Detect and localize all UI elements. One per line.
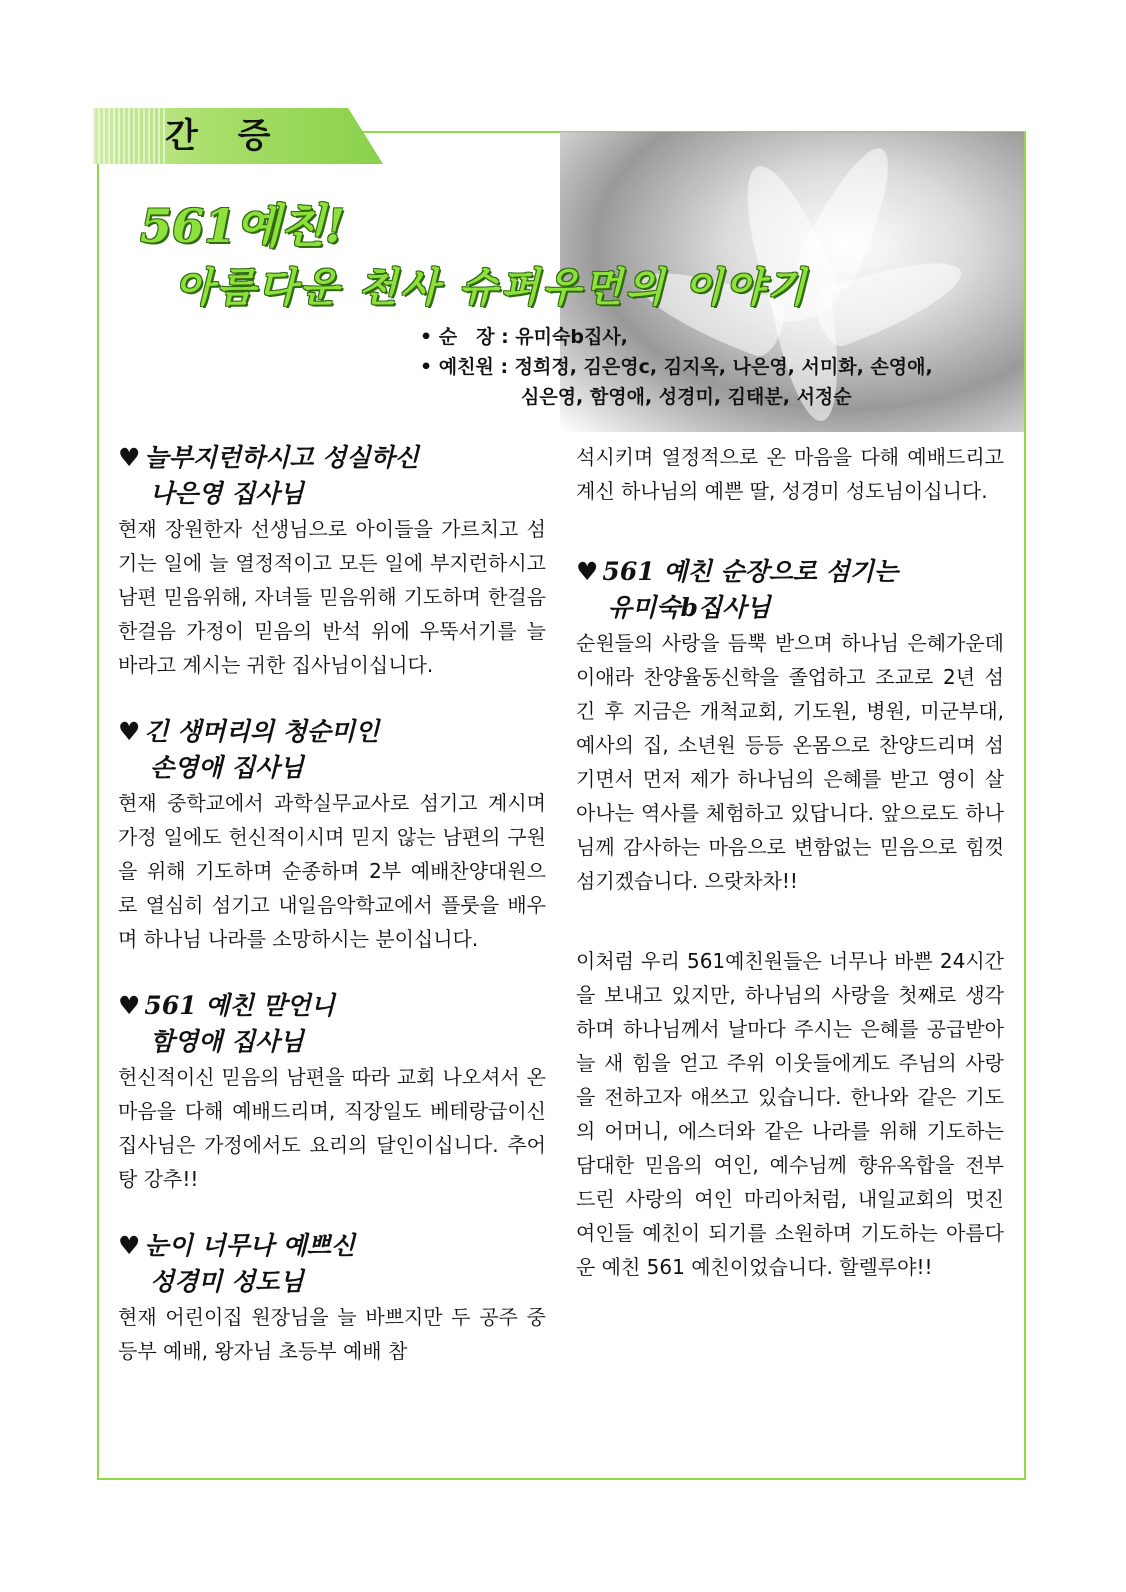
leader-row <box>420 322 933 352</box>
section-person: 유미숙b집사님 <box>608 593 771 622</box>
members-value-2: 심은영, 함영애, 성경미, 김태분, 서정순 <box>521 386 852 408</box>
members-value: : 정희정, 김은영c, 김지옥, 나은영, 서미화, 손영애, <box>500 356 933 378</box>
section-person: 손영애 집사님 <box>150 753 304 782</box>
headline-line-2: 아름다운 천사 슈퍼우먼의 이야기 <box>175 264 809 311</box>
heart-icon: ♥ <box>118 1231 141 1260</box>
heart-icon: ♥ <box>118 991 141 1020</box>
section-heading <box>576 554 1004 626</box>
section-title: 561 예친 맏언니 <box>144 991 335 1020</box>
members-label: • 예친원 <box>420 356 494 378</box>
continuation-text: 석시키며 열정적으로 온 마음을 다해 예배드리고 계신 하나님의 예쁜 딸, 성경미 성도님이십니다. <box>576 445 1004 503</box>
section-title: 눈이 너무나 예쁘신 <box>144 1231 356 1260</box>
members-row-2 <box>420 382 933 412</box>
member-list <box>420 322 933 412</box>
section-heading <box>118 1228 546 1300</box>
section-tab-title: 간 증 <box>165 116 285 156</box>
section-heading <box>118 988 546 1060</box>
left-column <box>118 440 546 1368</box>
section-text: 현재 장원한자 선생님으로 아이들을 가르치고 섬기는 일에 늘 열정적이고 모든 일에 부지런하시고 남편 믿음위해, 자녀들 믿음위해 기도하며 한걸음 한걸음 가정이 믿음의 반석 위에 우뚝서기를 늘 바라고 계시는 귀한 집사님이십니다. <box>118 517 546 677</box>
section-tab-pattern <box>93 108 165 164</box>
section-person: 성경미 성도님 <box>150 1267 304 1296</box>
section-title: 561 예친 순장으로 섬기는 <box>602 557 899 586</box>
heart-icon: ♥ <box>576 557 599 586</box>
section-text: 현재 중학교에서 과학실무교사로 섬기고 계시며 가정 일에도 헌신적이시며 믿지 않는 남편의 구원을 위해 기도하며 순종하며 2부 예배찬양대원으로 열심히 섬기고 내일음악학교에서 플룻을 배우며 하나님 나라를 소망하시는 분이십니다. <box>118 791 546 951</box>
section-text: 현재 어린이집 원장님을 늘 바쁘지만 두 공주 중등부 예배, 왕자님 초등부 예배 참 <box>118 1305 546 1363</box>
members-row <box>420 352 933 382</box>
closing-text: 이처럼 우리 561예친원들은 너무나 바쁜 24시간을 보내고 있지만, 하나님의 사랑을 첫째로 생각하며 하나님께서 날마다 주시는 은혜를 공급받아 늘 새 힘을 얻고 주위 이웃들에게도 주님의 사랑을 전하고자 애쓰고 있습니다. 한나와 같은 기도의 어머니, 에스더와 같은 나라를 위해 기도하는 담대한 믿음의 여인, 예수님께 향유옥합을 전부 드린 사랑의 여인 마리아처럼, 내일교회의 멋진 여인들 예친이 되기를 소원하며 기도하는 아름다운 예친 561 예친이었습니다. 할렐루야!! <box>576 949 1004 1279</box>
right-column <box>576 440 1004 1284</box>
leader-value: : 유미숙b집사, <box>501 326 628 348</box>
section-person: 함영애 집사님 <box>150 1027 304 1056</box>
heart-icon: ♥ <box>118 443 141 472</box>
heart-icon: ♥ <box>118 717 141 746</box>
section-heading <box>118 440 546 512</box>
section-text: 순원들의 사랑을 듬뿍 받으며 하나님 은혜가운데 이애라 찬양율동신학을 졸업하고 조교로 2년 섬긴 후 지금은 개척교회, 기도원, 병원, 미군부대, 예사의 집, 소년원 등등 온몸으로 찬양드리며 섬기면서 먼저 제가 하나님의 은혜를 받고 영이 살아나는 역사를 체험하고 있답니다. 앞으로도 하나님께 감사하는 마음으로 변함없는 믿음으로 힘껏 섬기겠습니다. 으랏차차!! <box>576 631 1004 893</box>
section-person: 나은영 집사님 <box>150 479 304 508</box>
section-title: 늘부지런하시고 성실하신 <box>144 443 419 472</box>
headline-line-1: 561예친! <box>140 199 346 253</box>
section-title: 긴 생머리의 청순미인 <box>144 717 380 746</box>
section-text: 헌신적이신 믿음의 남편을 따라 교회 나오셔서 온 마음을 다해 예배드리며, 직장일도 베테랑급이신 집사님은 가정에서도 요리의 달인이십니다. 추어탕 강추!! <box>118 1065 546 1191</box>
section-heading <box>118 714 546 786</box>
leader-label: • 순 장 <box>420 326 495 348</box>
